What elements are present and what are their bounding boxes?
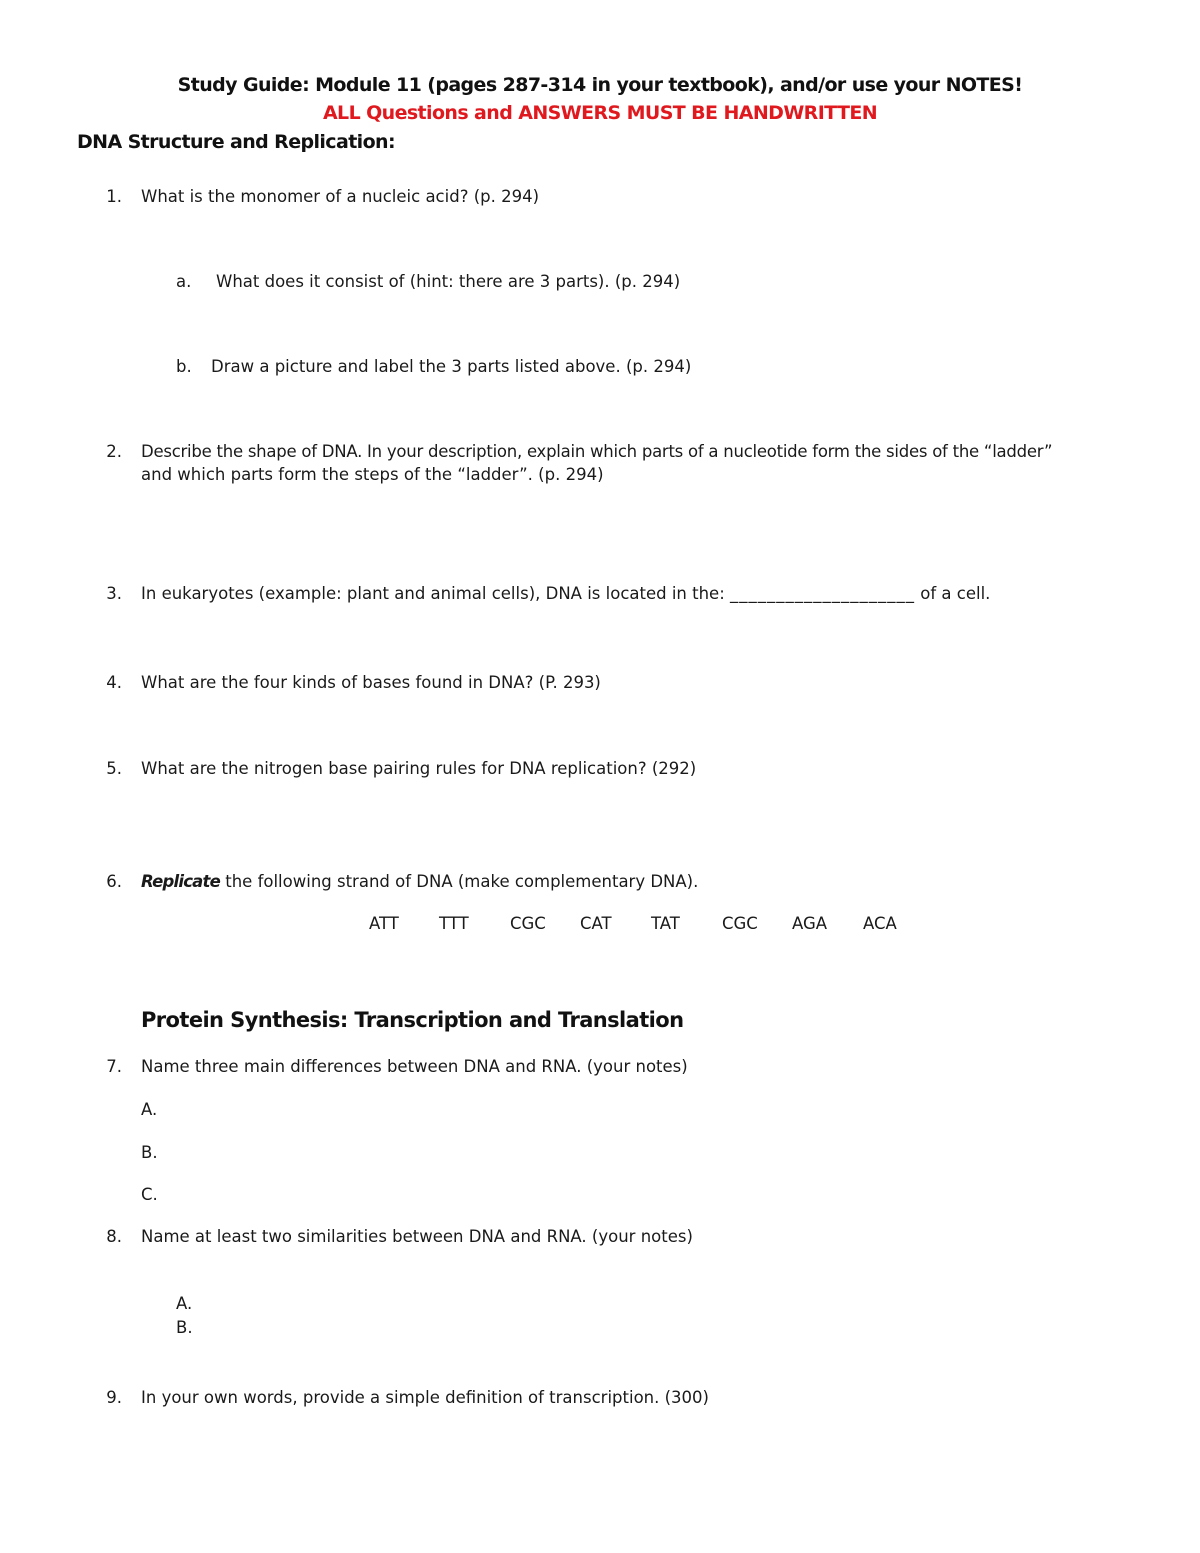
question-4-number: 4. — [106, 673, 122, 692]
question-2-number: 2. — [106, 442, 122, 461]
question-8-option-b: B. — [176, 1318, 193, 1337]
question-3-text — [141, 584, 990, 603]
question-3-before: In eukaryotes (example: plant and animal cells), DNA is located in the: — [141, 584, 731, 603]
question-3-number: 3. — [106, 584, 122, 603]
section-heading-protein-synthesis: Protein Synthesis: Transcription and Translation — [141, 1008, 684, 1032]
question-6-text — [141, 872, 698, 891]
question-1b-text: Draw a picture and label the 3 parts listed above. (p. 294) — [211, 357, 692, 376]
question-8-option-a: A. — [176, 1294, 193, 1313]
question-3-after: of a cell. — [915, 584, 991, 603]
question-7-option-a: A. — [141, 1100, 158, 1119]
codon: CGC — [510, 914, 546, 933]
dna-strand-sequence — [0, 914, 1200, 938]
question-4-text: What are the four kinds of bases found in DNA? (P. 293) — [141, 673, 601, 692]
codon: TAT — [651, 914, 680, 933]
question-7-option-b: B. — [141, 1143, 158, 1162]
codon: CGC — [722, 914, 758, 933]
page-subtitle: ALL Questions and ANSWERS MUST BE HANDWRITTEN — [322, 102, 878, 124]
question-1-number: 1. — [106, 187, 122, 206]
question-5-text: What are the nitrogen base pairing rules for DNA replication? (292) — [141, 759, 697, 778]
question-1a-label: a. — [176, 272, 192, 291]
section-heading-dna: DNA Structure and Replication: — [77, 131, 395, 153]
question-7-text: Name three main differences between DNA and RNA. (your notes) — [141, 1057, 688, 1076]
question-2-line2: and which parts form the steps of the “ladder”. (p. 294) — [141, 465, 604, 484]
question-6-rest: the following strand of DNA (make complementary DNA). — [220, 872, 699, 891]
codon: CAT — [580, 914, 612, 933]
question-1-text: What is the monomer of a nucleic acid? (p. 294) — [141, 187, 540, 206]
question-9-number: 9. — [106, 1388, 122, 1407]
question-1b-label: b. — [176, 357, 192, 376]
question-9-text: In your own words, provide a simple definition of transcription. (300) — [141, 1388, 709, 1407]
question-2-line1: Describe the shape of DNA. In your description, explain which parts of a nucleotide form the sides of the “ladder” — [141, 442, 1053, 461]
question-5-number: 5. — [106, 759, 122, 778]
codon: ACA — [863, 914, 897, 933]
question-6-emphasis: Replicate — [141, 872, 220, 891]
question-1a-text: What does it consist of (hint: there are 3 parts). (p. 294) — [216, 272, 681, 291]
codon: TTT — [439, 914, 469, 933]
question-8-number: 8. — [106, 1227, 122, 1246]
question-7-option-c: C. — [141, 1185, 158, 1204]
question-3-blank: ____________________ — [730, 584, 916, 603]
question-8-text: Name at least two similarities between DNA and RNA. (your notes) — [141, 1227, 693, 1246]
codon: AGA — [792, 914, 828, 933]
question-7-number: 7. — [106, 1057, 122, 1076]
codon: ATT — [369, 914, 399, 933]
question-6-number: 6. — [106, 872, 122, 891]
page-title: Study Guide: Module 11 (pages 287-314 in your textbook), and/or use your NOTES! — [177, 74, 1023, 96]
